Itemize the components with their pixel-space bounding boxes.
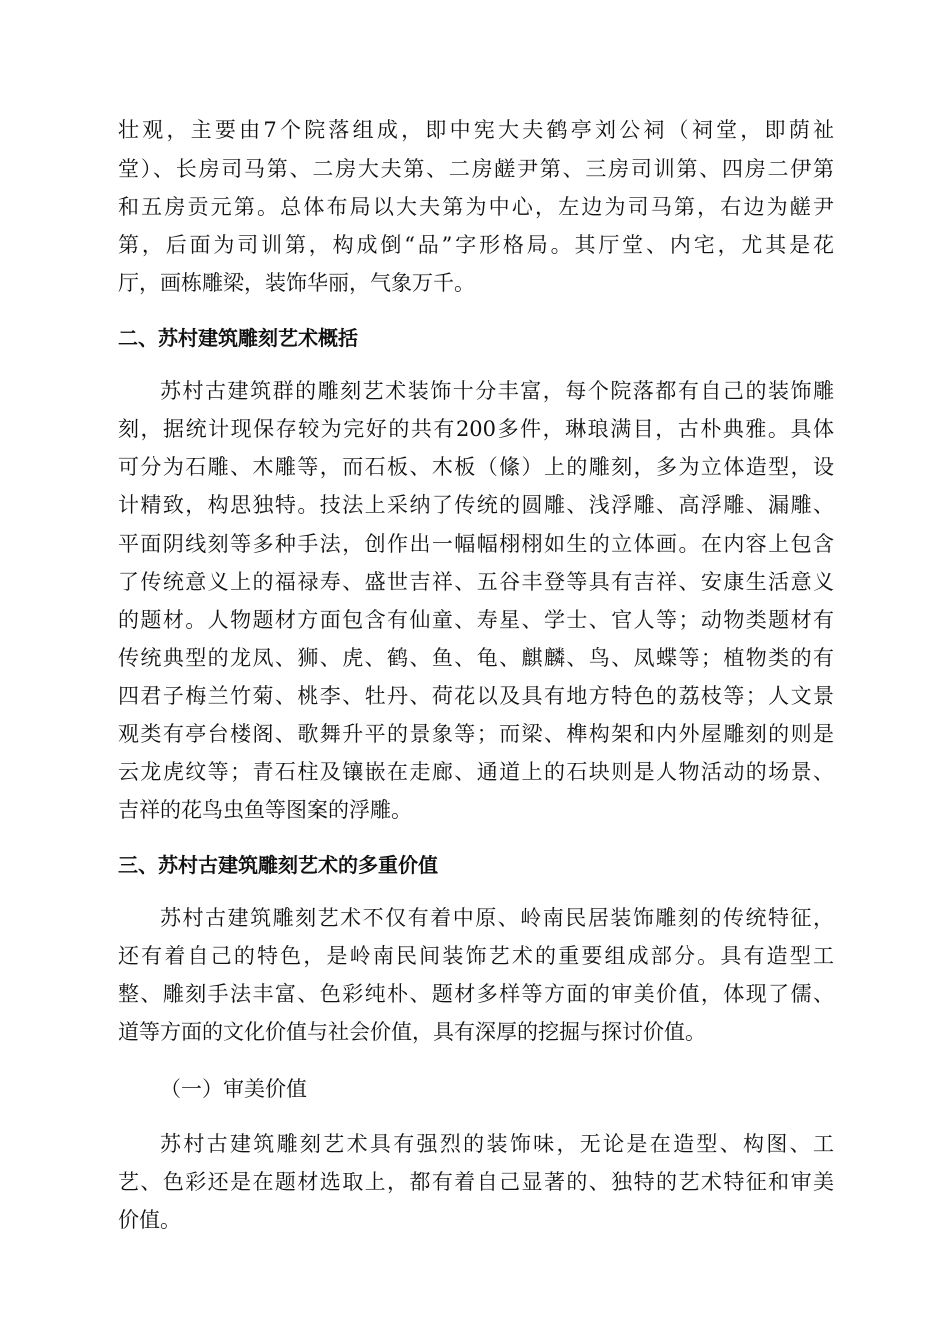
paragraph-line: 苏村古建筑雕刻艺术不仅有着中原、岭南民居装饰雕刻的传统特征， — [160, 906, 834, 930]
paragraph-line: 整、雕刻手法丰富、色彩纯朴、题材多样等方面的审美价值，体现了儒、 — [118, 982, 834, 1006]
paragraph-line: 刻，据统计现保存较为完好的共有200多件，琳琅满目，古朴典雅。具体 — [118, 417, 834, 441]
paragraph-line: 四君子梅兰竹菊、桃李、牡丹、荷花以及具有地方特色的荔枝等；人文景 — [118, 684, 834, 708]
paragraph-line: 价值。 — [118, 1208, 181, 1232]
paragraph-line: 和五房贡元第。总体布局以大夫第为中心，左边为司马第，右边为鹾尹 — [118, 195, 834, 219]
paragraph-line: 苏村古建筑雕刻艺术具有强烈的装饰味，无论是在造型、构图、工 — [160, 1132, 834, 1156]
paragraph-line: 还有着自己的特色，是岭南民间装饰艺术的重要组成部分。具有造型工 — [118, 944, 834, 968]
paragraph-line: 可分为石雕、木雕等，而石板、木板（絛）上的雕刻，多为立体造型，设 — [118, 455, 834, 479]
paragraph-line: 厅，画栋雕梁，装饰华丽，气象万千。 — [118, 271, 475, 295]
paragraph-line: 传统典型的龙凤、狮、虎、鹤、鱼、龟、麒麟、鸟、凤蝶等；植物类的有 — [118, 646, 834, 670]
paragraph-line: 壮观，主要由7个院落组成，即中宪大夫鹤亭刘公祠（祠堂，即荫祉 — [118, 118, 834, 142]
paragraph-line: 平面阴线刻等多种手法，创作出一幅幅栩栩如生的立体画。在内容上包含 — [118, 532, 834, 556]
paragraph-line: 第，后面为司训第，构成倒“品”字形格局。其厅堂、内宅，尤其是花 — [118, 233, 834, 257]
subsection-heading: （一）审美价值 — [160, 1077, 307, 1101]
paragraph-line: 的题材。人物题材方面包含有仙童、寿星、学士、官人等；动物类题材有 — [118, 608, 834, 632]
paragraph-line: 道等方面的文化价值与社会价值，具有深厚的挖掘与探讨价值。 — [118, 1020, 706, 1044]
paragraph-line: 艺、色彩还是在题材选取上，都有着自己显著的、独特的艺术特征和审美 — [118, 1170, 834, 1194]
paragraph-line: 计精致，构思独特。技法上采纳了传统的圆雕、浅浮雕、高浮雕、漏雕、 — [118, 493, 834, 517]
section-heading: 二、苏村建筑雕刻艺术概括 — [118, 326, 358, 350]
paragraph-line: 吉祥的花鸟虫鱼等图案的浮雕。 — [118, 798, 412, 822]
paragraph-line: 了传统意义上的福禄寿、盛世吉祥、五谷丰登等具有吉祥、安康生活意义 — [118, 570, 834, 594]
paragraph-line: 云龙虎纹等；青石柱及镶嵌在走廊、通道上的石块则是人物活动的场景、 — [118, 760, 834, 784]
paragraph-line: 观类有亭台楼阁、歌舞升平的景象等；而梁、榫构架和内外屋雕刻的则是 — [118, 722, 834, 746]
paragraph-line: 苏村古建筑群的雕刻艺术装饰十分丰富，每个院落都有自己的装饰雕 — [160, 379, 834, 403]
paragraph-line: 堂）、长房司马第、二房大夫第、二房鹾尹第、三房司训第、四房二伊第 — [118, 157, 834, 181]
section-heading: 三、苏村古建筑雕刻艺术的多重价值 — [118, 853, 438, 877]
